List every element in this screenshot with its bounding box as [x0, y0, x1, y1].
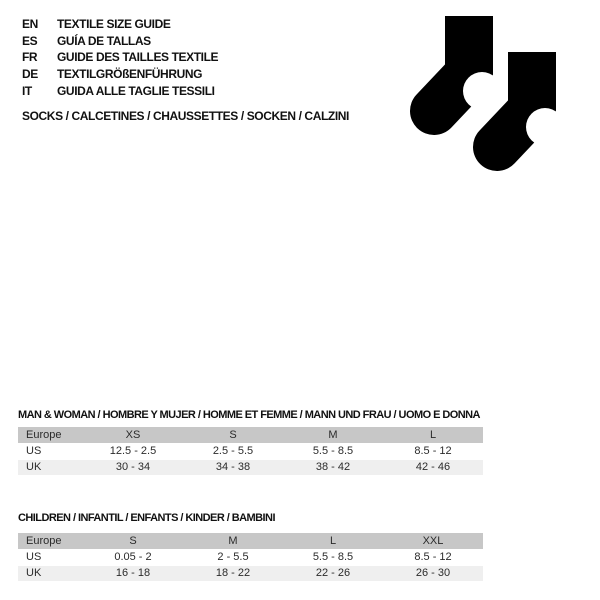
size-cell: 12.5 - 2.5 [109, 445, 157, 457]
language-label: TEXTILE SIZE GUIDE [57, 17, 171, 32]
size-cell: 8.5 - 12 [414, 445, 452, 457]
size-cell: 34 - 38 [215, 461, 251, 473]
column-header: S [129, 535, 137, 547]
row-label: US [26, 551, 42, 563]
table-row-uk [18, 566, 483, 581]
size-table-man-woman [18, 427, 483, 476]
table-row-us [18, 550, 483, 565]
size-cell: 30 - 34 [115, 461, 151, 473]
table-title-children: CHILDREN / INFANTIL / ENFANTS / KINDER / BAMBINI [18, 512, 275, 524]
language-code: DE [22, 67, 38, 82]
size-cell: 38 - 42 [315, 461, 351, 473]
language-row [22, 16, 218, 33]
column-header: Europe [26, 535, 62, 547]
table-row-uk [18, 460, 483, 475]
column-header: S [229, 429, 237, 441]
size-cell: 16 - 18 [115, 567, 151, 579]
size-cell: 26 - 30 [415, 567, 451, 579]
size-cell: 2.5 - 5.5 [212, 445, 254, 457]
column-header: XXL [422, 535, 444, 547]
size-cell: 42 - 46 [415, 461, 451, 473]
size-cell: 0.05 - 2 [114, 551, 152, 563]
language-row [22, 82, 218, 99]
sock-front-icon [471, 52, 571, 176]
size-cell: 5.5 - 8.5 [312, 445, 354, 457]
language-list [22, 16, 218, 99]
category-line: SOCKS / CALCETINES / CHAUSSETTES / SOCKEN / CALZINI [22, 109, 349, 123]
size-table-children [18, 533, 483, 582]
row-label: UK [26, 461, 42, 473]
language-code: FR [22, 50, 38, 65]
column-header: L [429, 429, 437, 441]
size-cell: 22 - 26 [315, 567, 351, 579]
table-header-row [18, 533, 483, 549]
table-row-us [18, 444, 483, 459]
size-cell: 5.5 - 8.5 [312, 551, 354, 563]
language-row [22, 49, 218, 66]
size-cell: 18 - 22 [215, 567, 251, 579]
size-cell: 2 - 5.5 [217, 551, 249, 563]
language-code: EN [22, 17, 38, 32]
table-header-row [18, 427, 483, 443]
language-code: IT [22, 83, 32, 98]
size-cell: 8.5 - 12 [414, 551, 452, 563]
column-header: L [329, 535, 337, 547]
table-title-man-woman: MAN & WOMAN / HOMBRE Y MUJER / HOMME ET FEMME / MANN UND FRAU / UOMO E DONNA [18, 409, 480, 421]
language-row [22, 66, 218, 83]
language-row [22, 33, 218, 50]
language-label: TEXTILGRÖßENFÜHRUNG [57, 67, 203, 82]
socks-icon [408, 16, 578, 181]
row-label: UK [26, 567, 42, 579]
column-header: XS [125, 429, 141, 441]
language-label: GUIDA ALLE TAGLIE TESSILI [57, 83, 215, 98]
row-label: US [26, 445, 42, 457]
column-header: M [328, 429, 338, 441]
column-header: M [228, 535, 238, 547]
column-header: Europe [26, 429, 62, 441]
language-label: GUIDE DES TAILLES TEXTILE [57, 50, 219, 65]
language-label: GUÍA DE TALLAS [57, 33, 151, 48]
language-code: ES [22, 33, 38, 48]
